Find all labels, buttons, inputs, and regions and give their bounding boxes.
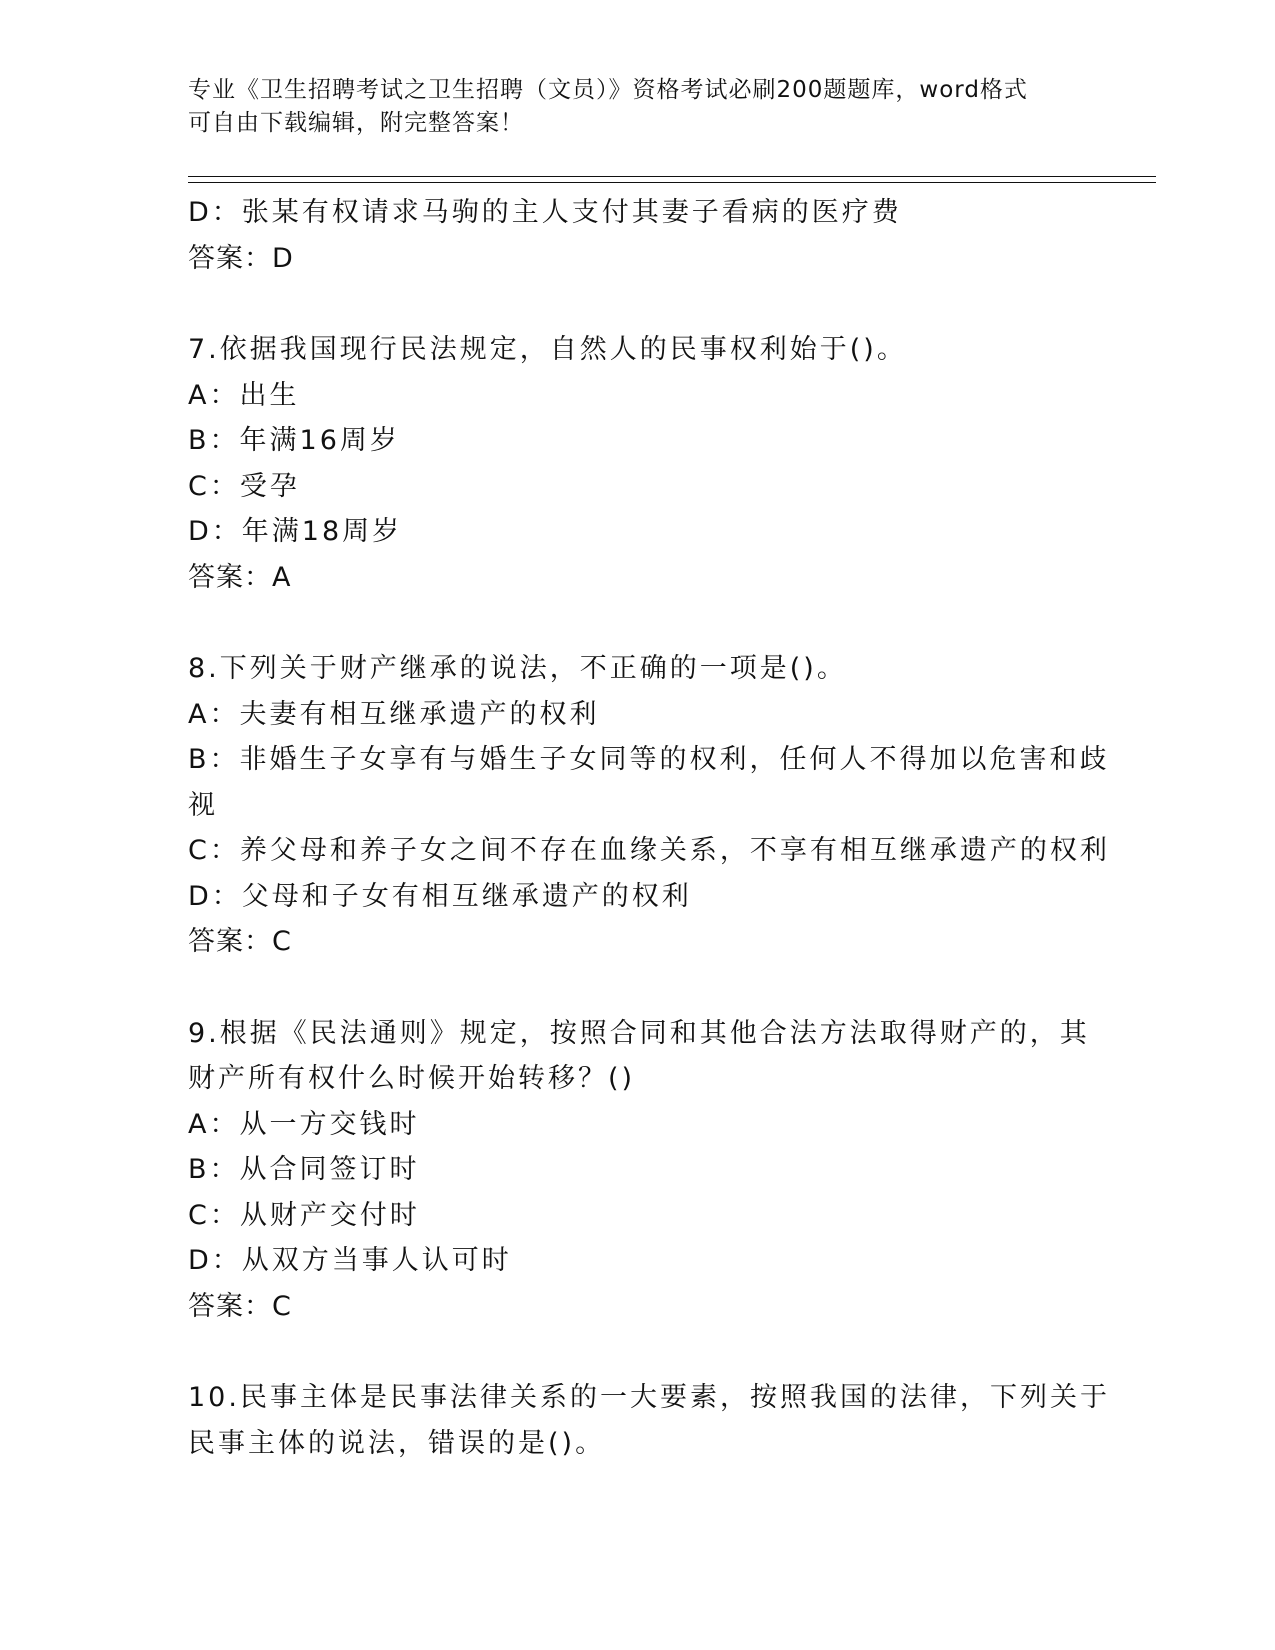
question-9 (188, 1011, 1088, 1330)
option-c: C：从财产交付时 (188, 1199, 420, 1231)
question-stem-line-2: 民事主体的说法，错误的是()。 (188, 1427, 606, 1459)
option-a: A：夫妻有相互继承遗产的权利 (188, 698, 600, 730)
option-c: C：受孕 (188, 470, 300, 502)
spacer (188, 281, 1088, 327)
spacer (188, 1329, 1088, 1375)
header-line-2: 可自由下载编辑，附完整答案！ (188, 110, 524, 136)
option-b: B：非婚生子女享有与婚生子女同等的权利，任何人不得加以危害和歧 (188, 744, 1110, 775)
prev-answer: 答案：D (188, 242, 294, 274)
option-b: B：从合同签订时 (188, 1154, 420, 1185)
question-7 (188, 327, 1088, 600)
option-d: D：年满18周岁 (188, 516, 403, 547)
question-stem-line-2: 财产所有权什么时候开始转移？() (188, 1063, 636, 1094)
spacer (188, 965, 1088, 1011)
answer: 答案：C (188, 926, 292, 957)
answer: 答案：A (188, 561, 292, 593)
option-a: A：出生 (188, 379, 300, 411)
question-stem-line-1: 10.民事主体是民事法律关系的一大要素，按照我国的法律，下列关于 (188, 1382, 1110, 1413)
question-8 (188, 646, 1110, 965)
option-d: D：从双方当事人认可时 (188, 1245, 512, 1276)
header-divider-top (188, 176, 1156, 177)
question-stem: 8.下列关于财产继承的说法，不正确的一项是()。 (188, 653, 847, 684)
option-c: C：养父母和养子女之间不存在血缘关系，不享有相互继承遗产的权利 (188, 835, 1110, 866)
document-header (188, 74, 1088, 140)
header-divider-bottom (188, 182, 1156, 183)
prev-option-d: D：张某有权请求马驹的主人支付其妻子看病的医疗费 (188, 197, 902, 228)
option-d: D：父母和子女有相互继承遗产的权利 (188, 880, 692, 912)
header-line-1: 专业《卫生招聘考试之卫生招聘（文员）》资格考试必刷200题题库，word格式 (188, 77, 1028, 103)
answer: 答案：C (188, 1290, 292, 1322)
question-10 (188, 1375, 1110, 1466)
question-stem-line-1: 9.根据《民法通则》规定，按照合同和其他合法方法取得财产的，其 (188, 1017, 1090, 1049)
option-a: A：从一方交钱时 (188, 1108, 420, 1140)
document-body (188, 190, 1110, 1466)
spacer (188, 600, 1088, 646)
option-b: B：年满16周岁 (188, 425, 400, 456)
option-b-continued: 视 (188, 789, 218, 821)
question-stem: 7.依据我国现行民法规定，自然人的民事权利始于()。 (188, 334, 907, 365)
